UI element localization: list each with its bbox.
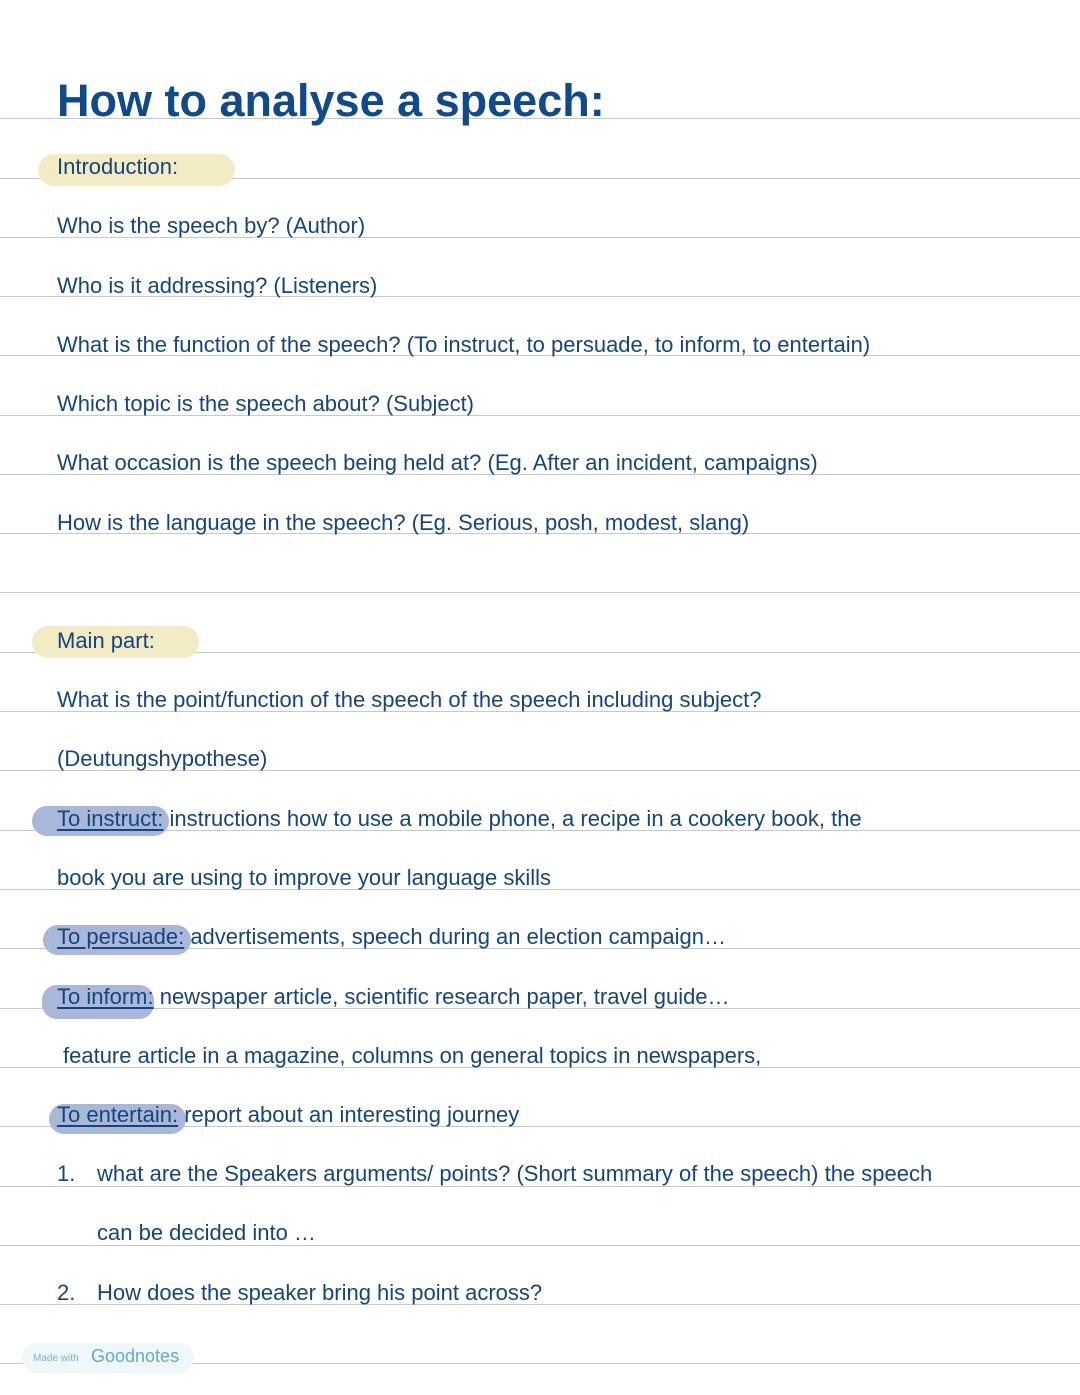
list-item-cont: can be decided into … — [97, 1220, 316, 1245]
function-instruct — [57, 805, 862, 833]
function-inform — [57, 983, 730, 1011]
badge-logo-text: Goodnotes — [91, 1346, 180, 1366]
list-number: 2. — [57, 1280, 76, 1305]
function-examples: instructions how to use a mobile phone, a recipe in a cookery book, the — [163, 806, 862, 831]
function-examples: advertisements, speech during an election campaign… — [184, 924, 726, 949]
ruled-line — [0, 592, 1080, 593]
intro-question: Which topic is the speech about? (Subject) — [57, 391, 475, 416]
list-text: what are the Speakers arguments/ points? (Short summary of the speech) the speech — [97, 1161, 933, 1186]
function-instruct-cont: book you are using to improve your language skills — [57, 865, 552, 890]
section-heading-introduction: Introduction: — [57, 154, 179, 179]
function-label: To entertain: — [57, 1102, 179, 1127]
function-examples: newspaper article, scientific research paper, travel guide… — [153, 984, 730, 1009]
intro-question: Who is it addressing? (Listeners) — [57, 273, 378, 298]
function-label: To persuade: — [57, 924, 185, 949]
function-examples: report about an interesting journey — [178, 1102, 520, 1127]
intro-question: What occasion is the speech being held at? (Eg. After an incident, campaigns) — [57, 450, 818, 475]
function-label: To instruct: — [57, 806, 164, 831]
intro-question: Who is the speech by? (Author) — [57, 213, 366, 238]
badge-made-with: Made with — [33, 1353, 79, 1364]
function-inform-cont: feature article in a magazine, columns on general topics in newspapers, — [63, 1043, 762, 1068]
list-item — [57, 1160, 932, 1188]
section-heading-main: Main part: — [57, 628, 155, 653]
list-number: 1. — [57, 1161, 76, 1186]
page-title: How to analyse a speech: — [57, 75, 605, 126]
intro-question: How is the language in the speech? (Eg. Serious, posh, modest, slang) — [57, 510, 750, 535]
function-entertain — [57, 1101, 519, 1129]
main-question-note: (Deutungshypothese) — [57, 746, 268, 771]
list-item — [57, 1279, 542, 1307]
function-persuade — [57, 923, 726, 951]
main-question: What is the point/function of the speech of the speech including subject? — [57, 687, 762, 712]
intro-question: What is the function of the speech? (To instruct, to persuade, to inform, to entertain) — [57, 332, 871, 357]
goodnotes-badge — [22, 1343, 194, 1373]
function-label: To inform: — [57, 984, 154, 1009]
list-text: How does the speaker bring his point across? — [97, 1280, 543, 1305]
